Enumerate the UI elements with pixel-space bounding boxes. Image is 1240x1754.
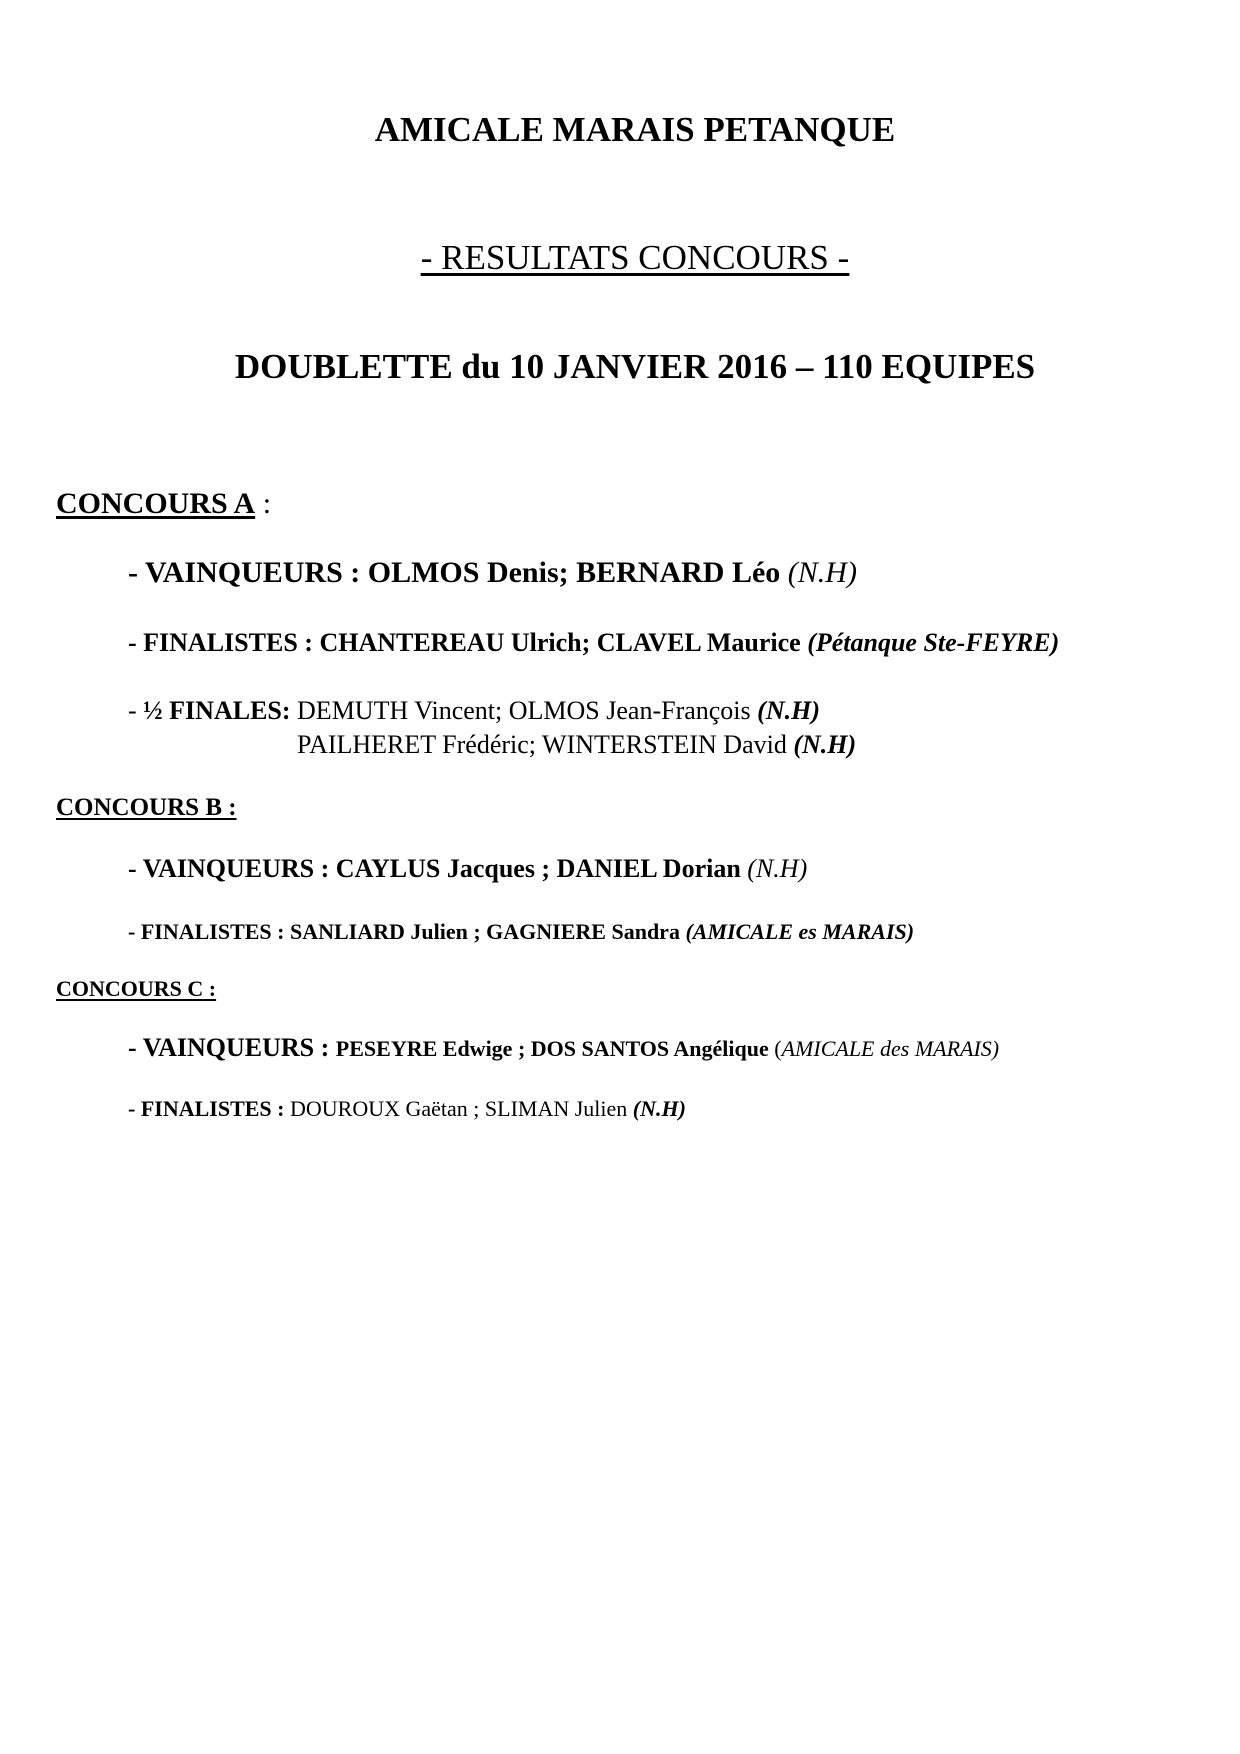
concours-a-finalists <box>128 630 1059 656</box>
semis-prefix: - <box>128 696 144 725</box>
event-title: DOUBLETTE du 10 JANVIER 2016 – 110 EQUIPES <box>234 347 1036 386</box>
concours-a-winners <box>128 558 857 588</box>
semis-team2-names: PAILHERET Frédéric; WINTERSTEIN David <box>297 730 794 759</box>
concours-b-heading: CONCOURS B : <box>56 794 237 821</box>
concours-a-semis-line-1 <box>128 698 820 724</box>
semis-team1-club: (N.H) <box>757 696 820 725</box>
winners-club: (N.H) <box>747 854 808 883</box>
finalists-club: (Pétanque Ste-FEYRE) <box>807 628 1060 657</box>
winners-names: OLMOS Denis; BERNARD Léo <box>367 556 788 589</box>
finalists-club: (N.H) <box>632 1096 686 1121</box>
concours-a-heading: CONCOURS A <box>56 487 256 520</box>
concours-a-heading-suffix: : <box>255 487 272 520</box>
winners-label: - VAINQUEURS : <box>128 1033 336 1062</box>
winners-club: (N.H) <box>787 556 857 589</box>
finalists-club: (AMICALE es MARAIS) <box>685 919 915 944</box>
finalists-names: DOUROUX Gaëtan ; SLIMAN Julien <box>289 1096 633 1121</box>
semis-team1-names: DEMUTH Vincent; OLMOS Jean-François <box>290 696 758 725</box>
finalists-names: CHANTEREAU Ulrich; CLAVEL Maurice <box>319 628 808 657</box>
finalists-label: - FINALISTES : <box>128 1096 290 1121</box>
concours-c-finalists <box>128 1098 686 1120</box>
winners-club: AMICALE des MARAIS) <box>781 1036 1000 1061</box>
results-subtitle: - RESULTATS CONCOURS - <box>420 238 850 277</box>
club-title: AMICALE MARAIS PETANQUE <box>374 110 896 149</box>
concours-c-heading: CONCOURS C : <box>56 976 217 1001</box>
concours-c-winners <box>128 1035 999 1061</box>
finalists-label: - FINALISTES : <box>128 919 290 944</box>
semis-label: ½ FINALES: <box>143 696 291 725</box>
concours-a-semis-line-2 <box>297 732 856 758</box>
concours-b-winners <box>128 856 807 882</box>
finalists-names: SANLIARD Julien ; GAGNIERE Sandra <box>289 919 686 944</box>
semis-team2-club: (N.H) <box>793 730 857 759</box>
winners-label: - VAINQUEURS : <box>128 854 336 883</box>
concours-b-finalists <box>128 921 914 943</box>
concours-a-section-heading <box>56 489 271 519</box>
winners-paren-open: ( <box>774 1036 782 1061</box>
winners-names: PESEYRE Edwige ; DOS SANTOS Angélique <box>335 1036 775 1061</box>
winners-label: - VAINQUEURS : <box>128 556 368 589</box>
finalists-label: - FINALISTES : <box>128 628 320 657</box>
winners-names: CAYLUS Jacques ; DANIEL Dorian <box>335 854 748 883</box>
